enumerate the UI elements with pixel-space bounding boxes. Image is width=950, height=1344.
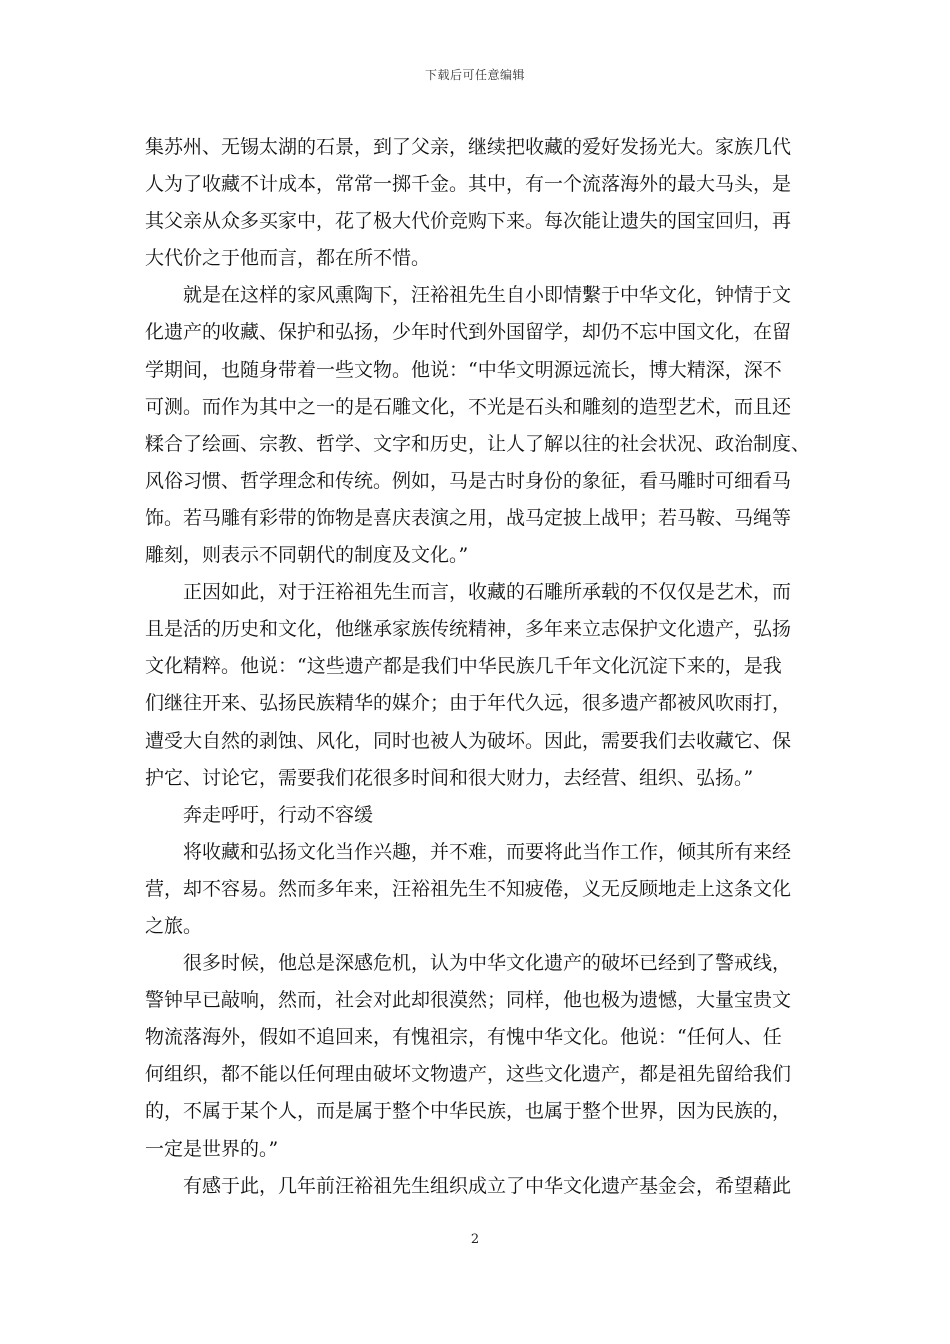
paragraph-start-line: 正因如此，对于汪裕祖先生而言，收藏的石雕所承载的不仅仅是艺术，而 bbox=[183, 581, 792, 604]
paragraph-start-line: 将收藏和弘扬文化当作兴趣，并不难，而要将此当作工作，倾其所有来经 bbox=[183, 840, 792, 863]
section-heading: 奔走呼吁，行动不容缓 bbox=[183, 803, 374, 826]
text-line: 且是活的历史和文化，他继承家族传统精神，多年来立志保护文化遗产，弘扬 bbox=[145, 618, 792, 641]
text-line: 风俗习惯、哲学理念和传统。例如，马是古时身份的象征，看马雕时可细看马 bbox=[145, 469, 792, 492]
text-line: 警钟早已敲响，然而，社会对此却很漠然；同样，他也极为遗憾，大量宝贵文 bbox=[145, 989, 792, 1012]
text-line: 人为了收藏不计成本，常常一掷千金。其中，有一个流落海外的最大马头，是 bbox=[145, 173, 792, 196]
text-line: 可测。而作为其中之一的是石雕文化，不光是石头和雕刻的造型艺术，而且还 bbox=[145, 395, 792, 418]
text-line: 文化精粹。他说：“这些遗产都是我们中华民族几千年文化沉淀下来的，是我 bbox=[145, 655, 782, 678]
text-line: 饰。若马雕有彩带的饰物是喜庆表演之用，战马定披上战甲；若马鞍、马绳等 bbox=[145, 506, 792, 529]
text-line: 大代价之于他而言，都在所不惜。 bbox=[145, 247, 431, 270]
text-line: 学期间，也随身带着一些文物。他说：“中华文明源远流长，博大精深，深不 bbox=[145, 358, 782, 381]
paragraph-start-line: 有感于此，几年前汪裕祖先生组织成立了中华文化遗产基金会，希望藉此 bbox=[183, 1174, 792, 1197]
text-line: 护它、讨论它，需要我们花很多时间和很大财力，去经营、组织、弘扬。” bbox=[145, 766, 754, 789]
page-number: 2 bbox=[470, 1232, 480, 1247]
text-line: 一定是世界的。” bbox=[145, 1137, 279, 1160]
text-line: 们继往开来、弘扬民族精华的媒介；由于年代久远，很多遗产都被风吹雨打， bbox=[145, 692, 792, 715]
text-line: 化遗产的收藏、保护和弘扬，少年时代到外国留学，却仍不忘中国文化，在留 bbox=[145, 321, 792, 344]
paragraph-start-line: 就是在这样的家风熏陶下，汪裕祖先生自小即情繫于中华文化，钟情于文 bbox=[183, 284, 792, 307]
document-body bbox=[145, 129, 815, 1205]
text-line: 何组织，都不能以任何理由破坏文物遗产，这些文化遗产，都是祖先留给我们 bbox=[145, 1063, 792, 1086]
text-line: 遭受大自然的剥蚀、风化，同时也被人为破坏。因此，需要我们去收藏它、保 bbox=[145, 729, 792, 752]
paragraph-start-line: 很多时候，他总是深感危机，认为中华文化遗产的破坏已经到了警戒线， bbox=[183, 952, 792, 975]
text-line: 营，却不容易。然而多年来，汪裕祖先生不知疲倦，义无反顾地走上这条文化 bbox=[145, 877, 792, 900]
text-line: 物流落海外，假如不追回来，有愧祖宗，有愧中华文化。他说：“任何人、任 bbox=[145, 1026, 782, 1049]
text-line: 之旅。 bbox=[145, 914, 203, 937]
page-header: 下载后可任意编辑 bbox=[424, 68, 525, 82]
text-line: 集苏州、无锡太湖的石景，到了父亲，继续把收藏的爱好发扬光大。家族几代 bbox=[145, 136, 792, 158]
text-line: 雕刻，则表示不同朝代的制度及文化。” bbox=[145, 544, 469, 567]
text-line: 其父亲从众多买家中，花了极大代价竞购下来。每次能让遗失的国宝回归，再 bbox=[145, 210, 792, 233]
text-line: 的，不属于某个人，而是属于整个中华民族，也属于整个世界，因为民族的， bbox=[145, 1100, 792, 1123]
text-line: 糅合了绘画、宗教、哲学、文字和历史，让人了解以往的社会状况、政治制度、 bbox=[145, 432, 811, 455]
